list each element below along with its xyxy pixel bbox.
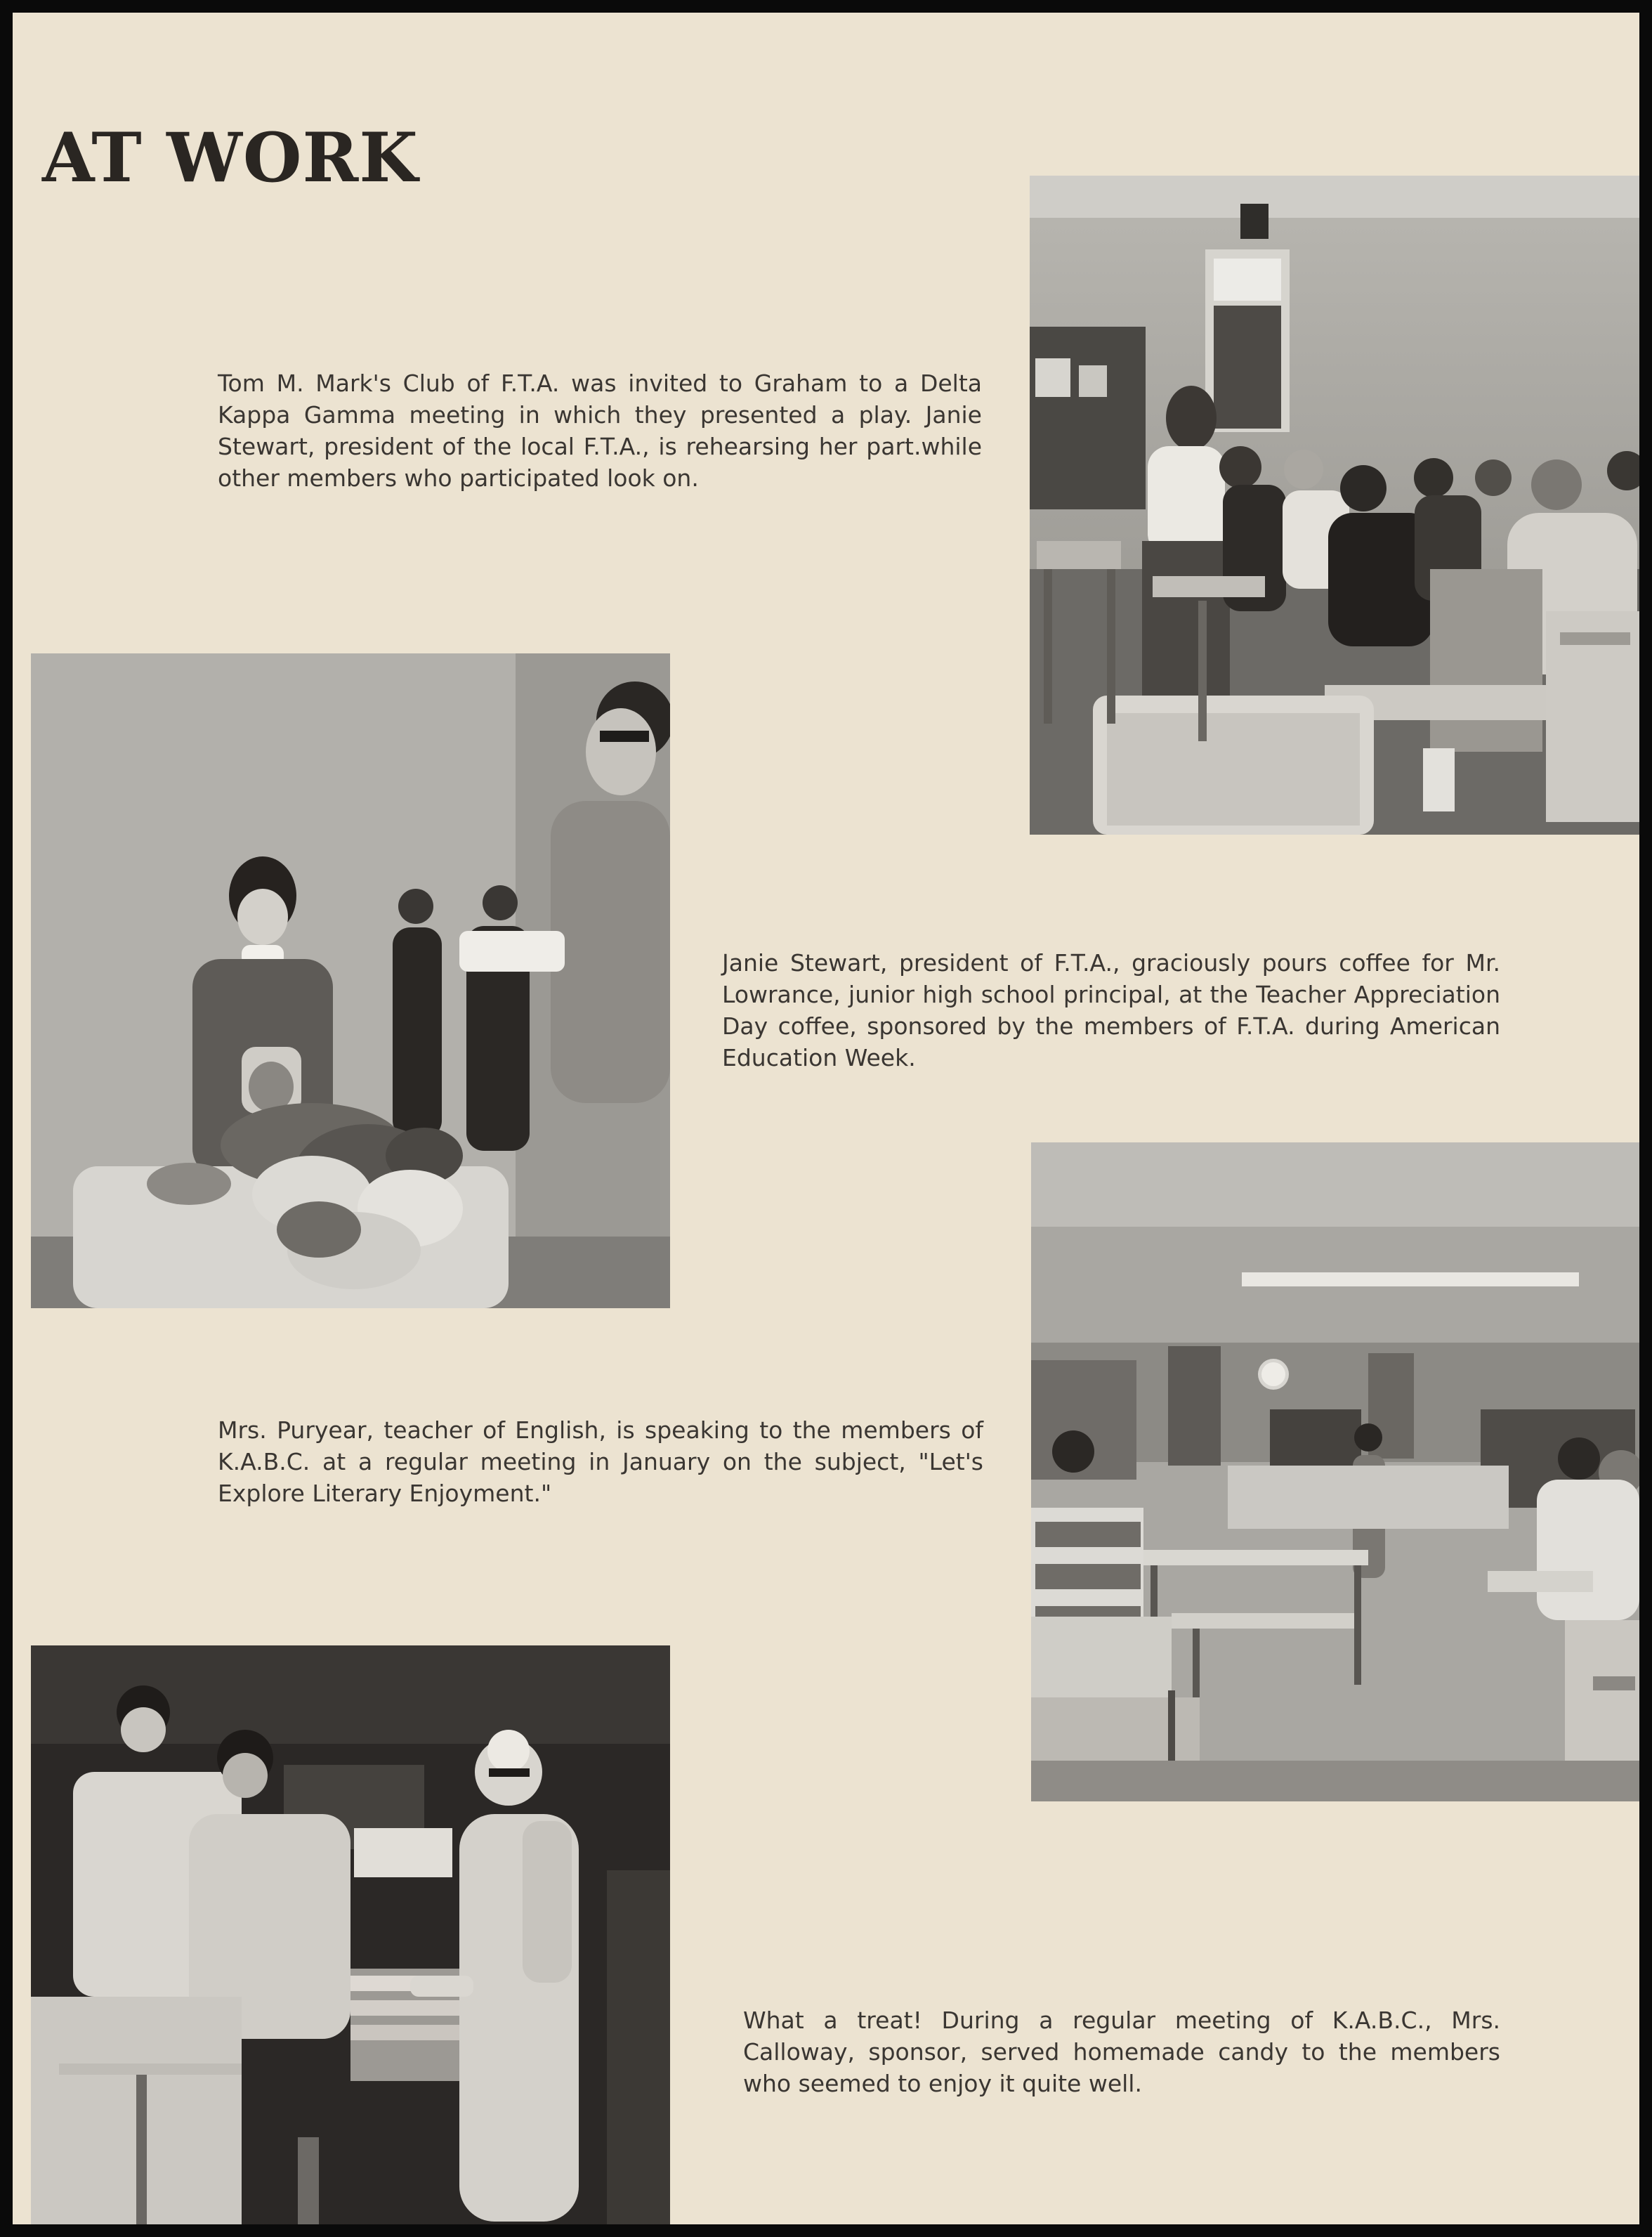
caption-kabc-speech: Mrs. Puryear, teacher of English, is speaking to the members of K.A.B.C. at a regular meeting in January on the subject, "Let's Explore Literary Enjoyment." <box>218 1416 983 1507</box>
page-title: AT WORK <box>42 118 419 197</box>
yearbook-page <box>13 13 1639 2224</box>
photo-coffee-pouring <box>31 653 670 1308</box>
photo-library-meeting <box>1031 1142 1639 1801</box>
photo-candy-served <box>31 1645 670 2224</box>
photo-fta-rehearsal <box>1030 176 1639 835</box>
caption-fta-play: Tom M. Mark's Club of F.T.A. was invited to Graham to a Delta Kappa Gamma meeting in which they presented a play. Janie Stewart, president of the local F.T.A., is rehearsing her part.while other members who participated look on. <box>218 370 982 492</box>
caption-coffee: Janie Stewart, president of F.T.A., graciously pours coffee for Mr. Lowrance, junior high school principal, at the Teacher Appreciation Day coffee, sponsored by the members of F.T.A. during American Education Week. <box>722 949 1500 1071</box>
caption-kabc-candy: What a treat! During a regular meeting of K.A.B.C., Mrs. Calloway, sponsor, served homemade candy to the members who seemed to enjoy it quite well. <box>743 2007 1500 2097</box>
